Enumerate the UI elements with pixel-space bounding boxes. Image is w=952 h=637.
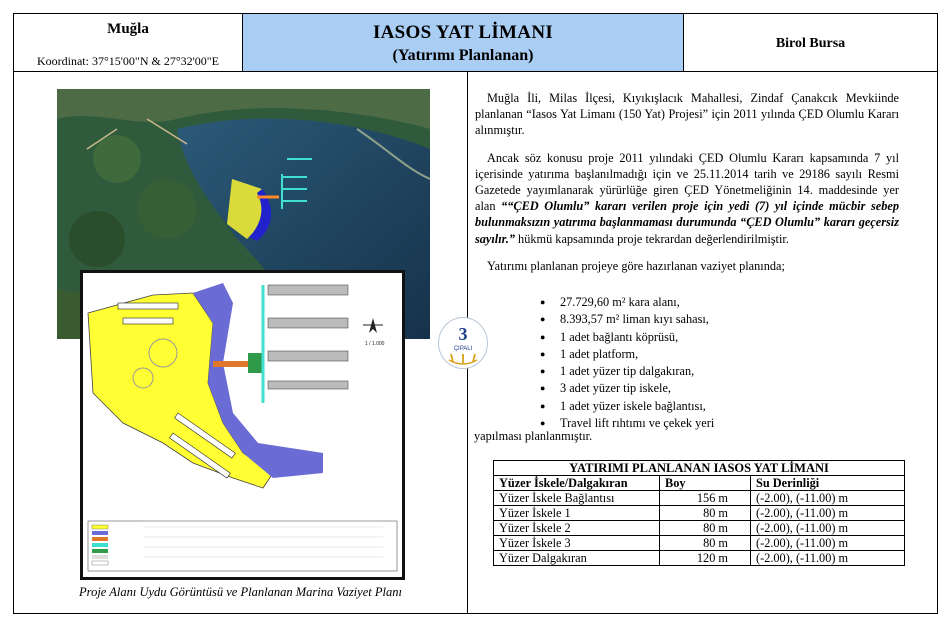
author-name: Birol Bursa	[775, 36, 846, 51]
list-item: ● Travel lift rıhtımı ve çekek yeri	[540, 415, 714, 432]
paragraph-3: Yatırımı planlanan projeye göre hazırlanan vaziyet planında;	[487, 258, 785, 273]
list-item: ● 8.393,57 m² liman kıyı sahası,	[540, 311, 714, 328]
table-cell: (-2.00), (-11.00) m	[751, 506, 905, 521]
svg-text:ÇIPALI: ÇIPALI	[453, 346, 473, 352]
table-row	[494, 521, 905, 536]
table-cell: (-2.00), (-11.00) m	[751, 521, 905, 536]
list-item: ● 3 adet yüzer tip iskele,	[540, 380, 714, 397]
paragraph-2-quote: ““ÇED Olumlu” kararı verilen proje için yedi (7) yıl içinde mücbir sebep bulunmaksızın yatırıma başlanmaması durumunda “ÇED Olumlu” kararı geçersiz sayılır.”	[475, 199, 899, 246]
header-location-cell	[13, 13, 243, 72]
paragraph-2-end: hükmü kapsamında proje tekrardan değerlendirilmiştir.	[514, 231, 789, 246]
table-cell: Yüzer İskele 2	[494, 521, 660, 536]
site-plan-list	[540, 294, 714, 432]
project-description	[475, 90, 899, 274]
paragraph-2	[475, 150, 899, 247]
table-row	[494, 506, 905, 521]
marina-site-plan	[80, 270, 405, 580]
table-row	[494, 491, 905, 506]
table-header-row	[494, 476, 905, 491]
paragraph-1: Muğla İli, Milas İlçesi, Kıyıkışlacık Mahallesi, Zindaf Çanakcık Mevkiinde planlanan “Iasos Yat Limanı (150 Yat) Projesi” için 2011 yılında ÇED Olumlu Kararı alınmıştır.	[475, 91, 899, 138]
svg-text:1 / 1.000: 1 / 1.000	[365, 341, 385, 347]
header-author-cell	[683, 13, 938, 72]
column-header: Yüzer İskele/Dalgakıran	[494, 476, 660, 491]
column-header: Su Derinliği	[751, 476, 905, 491]
page-subtitle: (Yatırımı Planlanan)	[392, 47, 534, 64]
svg-text:3: 3	[458, 324, 468, 344]
closing-text: yapılması planlanmıştır.	[474, 429, 593, 443]
coordinates-text: Koordinat: 37°15'00"N & 27°32'00"E	[36, 54, 220, 68]
paragraph-2-start: Ancak söz konusu proje 2011 yılındaki ÇED Olumlu Kararı kapsamında 7 yıl içerisinde yatırıma başlanılmadığı için ve 25.11.2014 tarih ve 29186 sayılı Resmi Gazetede yayımlanarak yürürlüğe giren ÇED Yönetmeliğinin 14. maddesinde yer alan	[475, 150, 899, 214]
list-item: ● 1 adet yüzer tip dalgakıran,	[540, 363, 714, 380]
table-cell: Yüzer İskele Bağlantısı	[494, 491, 660, 506]
table-cell: 80 m	[660, 521, 751, 536]
column-header: Boy	[660, 476, 751, 491]
table-row	[494, 536, 905, 551]
page-title: IASOS YAT LİMANI	[372, 22, 554, 43]
table-cell: 80 m	[660, 536, 751, 551]
table-title: YATIRIMI PLANLANAN IASOS YAT LİMANI	[494, 461, 905, 476]
table-cell: Yüzer Dalgakıran	[494, 551, 660, 566]
image-caption: Proje Alanı Uydu Görüntüsü ve Planlanan Marina Vaziyet Planı	[79, 585, 402, 599]
table-cell: (-2.00), (-11.00) m	[751, 536, 905, 551]
list-item: ● 27.729,60 m² kara alanı,	[540, 294, 714, 311]
list-item: ● 1 adet bağlantı köprüsü,	[540, 329, 714, 346]
list-item: ● 1 adet platform,	[540, 346, 714, 363]
table-cell: 80 m	[660, 506, 751, 521]
header-title-cell	[242, 13, 684, 72]
table-cell: Yüzer İskele 3	[494, 536, 660, 551]
list-item: ● 1 adet yüzer iskele bağlantısı,	[540, 398, 714, 415]
table-cell: (-2.00), (-11.00) m	[751, 491, 905, 506]
province-name: Muğla	[107, 21, 149, 37]
table-cell: 156 m	[660, 491, 751, 506]
table-cell: Yüzer İskele 1	[494, 506, 660, 521]
table-row	[494, 551, 905, 566]
table-cell: (-2.00), (-11.00) m	[751, 551, 905, 566]
marina-table	[493, 460, 905, 566]
table-cell: 120 m	[660, 551, 751, 566]
anchor-logo	[438, 317, 488, 369]
